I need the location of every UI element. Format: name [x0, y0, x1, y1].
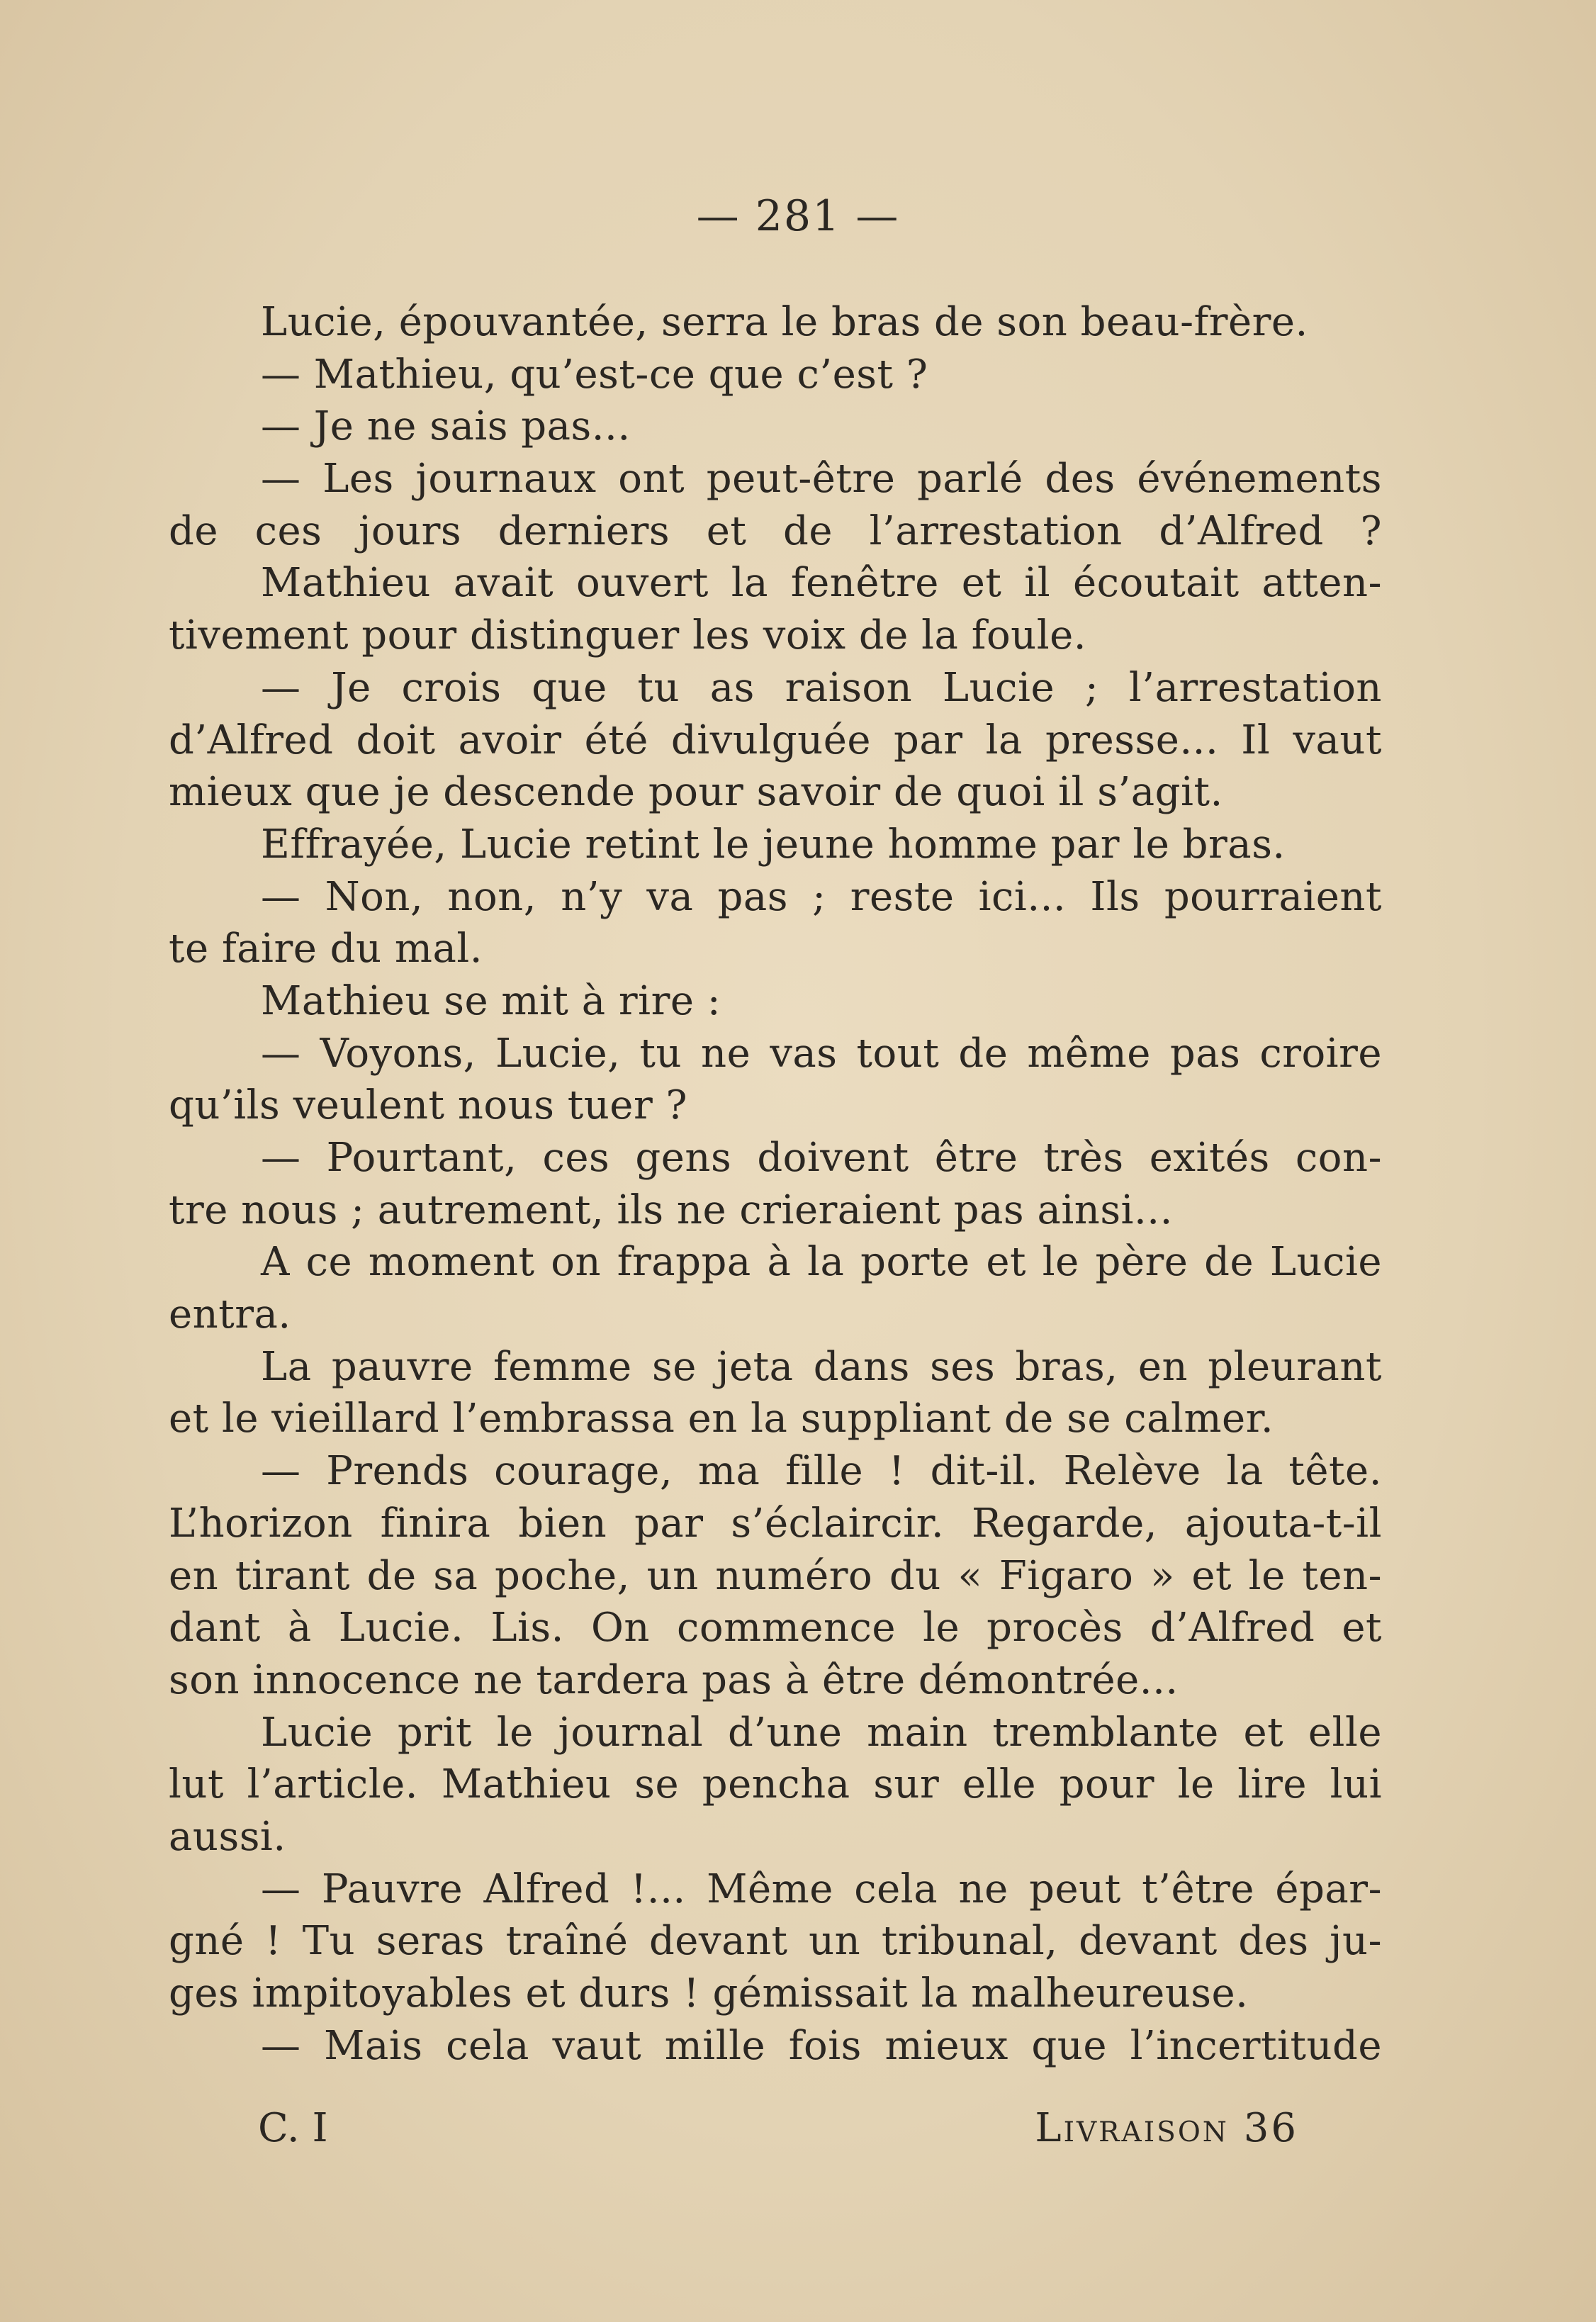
text-line: Lucie prit le journal d’une main tremblante et elle [261, 1709, 1382, 1756]
text-line: son innocence ne tardera pas à être démontrée... [169, 1656, 1179, 1703]
text-line: lut l’article. Mathieu se pencha sur elle pour le lire lui [169, 1761, 1382, 1808]
text-line: Mathieu avait ouvert la fenêtre et il écoutait atten- [261, 560, 1382, 607]
text-line: — Je crois que tu as raison Lucie ; l’arrestation [261, 664, 1382, 711]
text-line: tre nous ; autrement, ils ne crieraient pas ainsi... [169, 1187, 1173, 1233]
text-line: de ces jours derniers et de l’arrestation d’Alfred ? [169, 507, 1382, 554]
footer-livraison: Livraison 36 [1035, 2105, 1298, 2151]
text-line: La pauvre femme se jeta dans ses bras, en pleurant [261, 1343, 1382, 1390]
text-line: dant à Lucie. Lis. On commence le procès d’Alfred et [169, 1605, 1382, 1651]
text-line: — Non, non, n’y va pas ; reste ici... Ils pourraient [261, 873, 1382, 920]
text-line: — Mathieu, qu’est-ce que c’est ? [261, 351, 928, 398]
text-line: — Pourtant, ces gens doivent être très exités con- [261, 1135, 1382, 1181]
text-line: Lucie, épouvantée, serra le bras de son beau-frère. [261, 299, 1308, 345]
footer-signature: C. I [258, 2105, 328, 2151]
text-line: Effrayée, Lucie retint le jeune homme par le bras. [261, 821, 1286, 868]
page-body-text [169, 296, 1382, 2072]
text-line: A ce moment on frappa à la porte et le père de Lucie [261, 1239, 1382, 1286]
text-line: — Les journaux ont peut-être parlé des événements [261, 456, 1382, 503]
text-line: mieux que je descende pour savoir de quoi il s’agit. [169, 769, 1223, 816]
text-line: aussi. [169, 1813, 286, 1860]
text-line: ges impitoyables et durs ! gémissait la malheureuse. [169, 1970, 1249, 2017]
text-line: et le vieillard l’embrassa en la suppliant de se calmer. [169, 1396, 1274, 1442]
page-number: — 281 — [696, 191, 900, 241]
text-line: — Mais cela vaut mille fois mieux que l’incertitude [261, 2022, 1382, 2069]
text-line: en tirant de sa poche, un numéro du « Figaro » et le ten- [169, 1552, 1382, 1599]
text-line: — Je ne sais pas... [261, 403, 631, 450]
text-line: L’horizon finira bien par s’éclaircir. Regarde, ajouta-t-il [169, 1500, 1382, 1547]
text-line: — Prends courage, ma fille ! dit-il. Relève la tête. [261, 1448, 1382, 1495]
text-line: tivement pour distinguer les voix de la foule. [169, 612, 1087, 659]
text-line: te faire du mal. [169, 926, 483, 972]
text-line: gné ! Tu seras traîné devant un tribunal, devant des ju- [169, 1918, 1382, 1965]
text-line: d’Alfred doit avoir été divulguée par la presse... Il vaut [169, 717, 1382, 763]
text-line: entra. [169, 1291, 291, 1338]
text-line: qu’ils veulent nous tuer ? [169, 1082, 688, 1129]
text-line: — Pauvre Alfred !... Même cela ne peut t’être épar- [261, 1866, 1382, 1912]
text-line: — Voyons, Lucie, tu ne vas tout de même pas croire [261, 1030, 1382, 1077]
text-line: Mathieu se mit à rire : [261, 977, 721, 1024]
